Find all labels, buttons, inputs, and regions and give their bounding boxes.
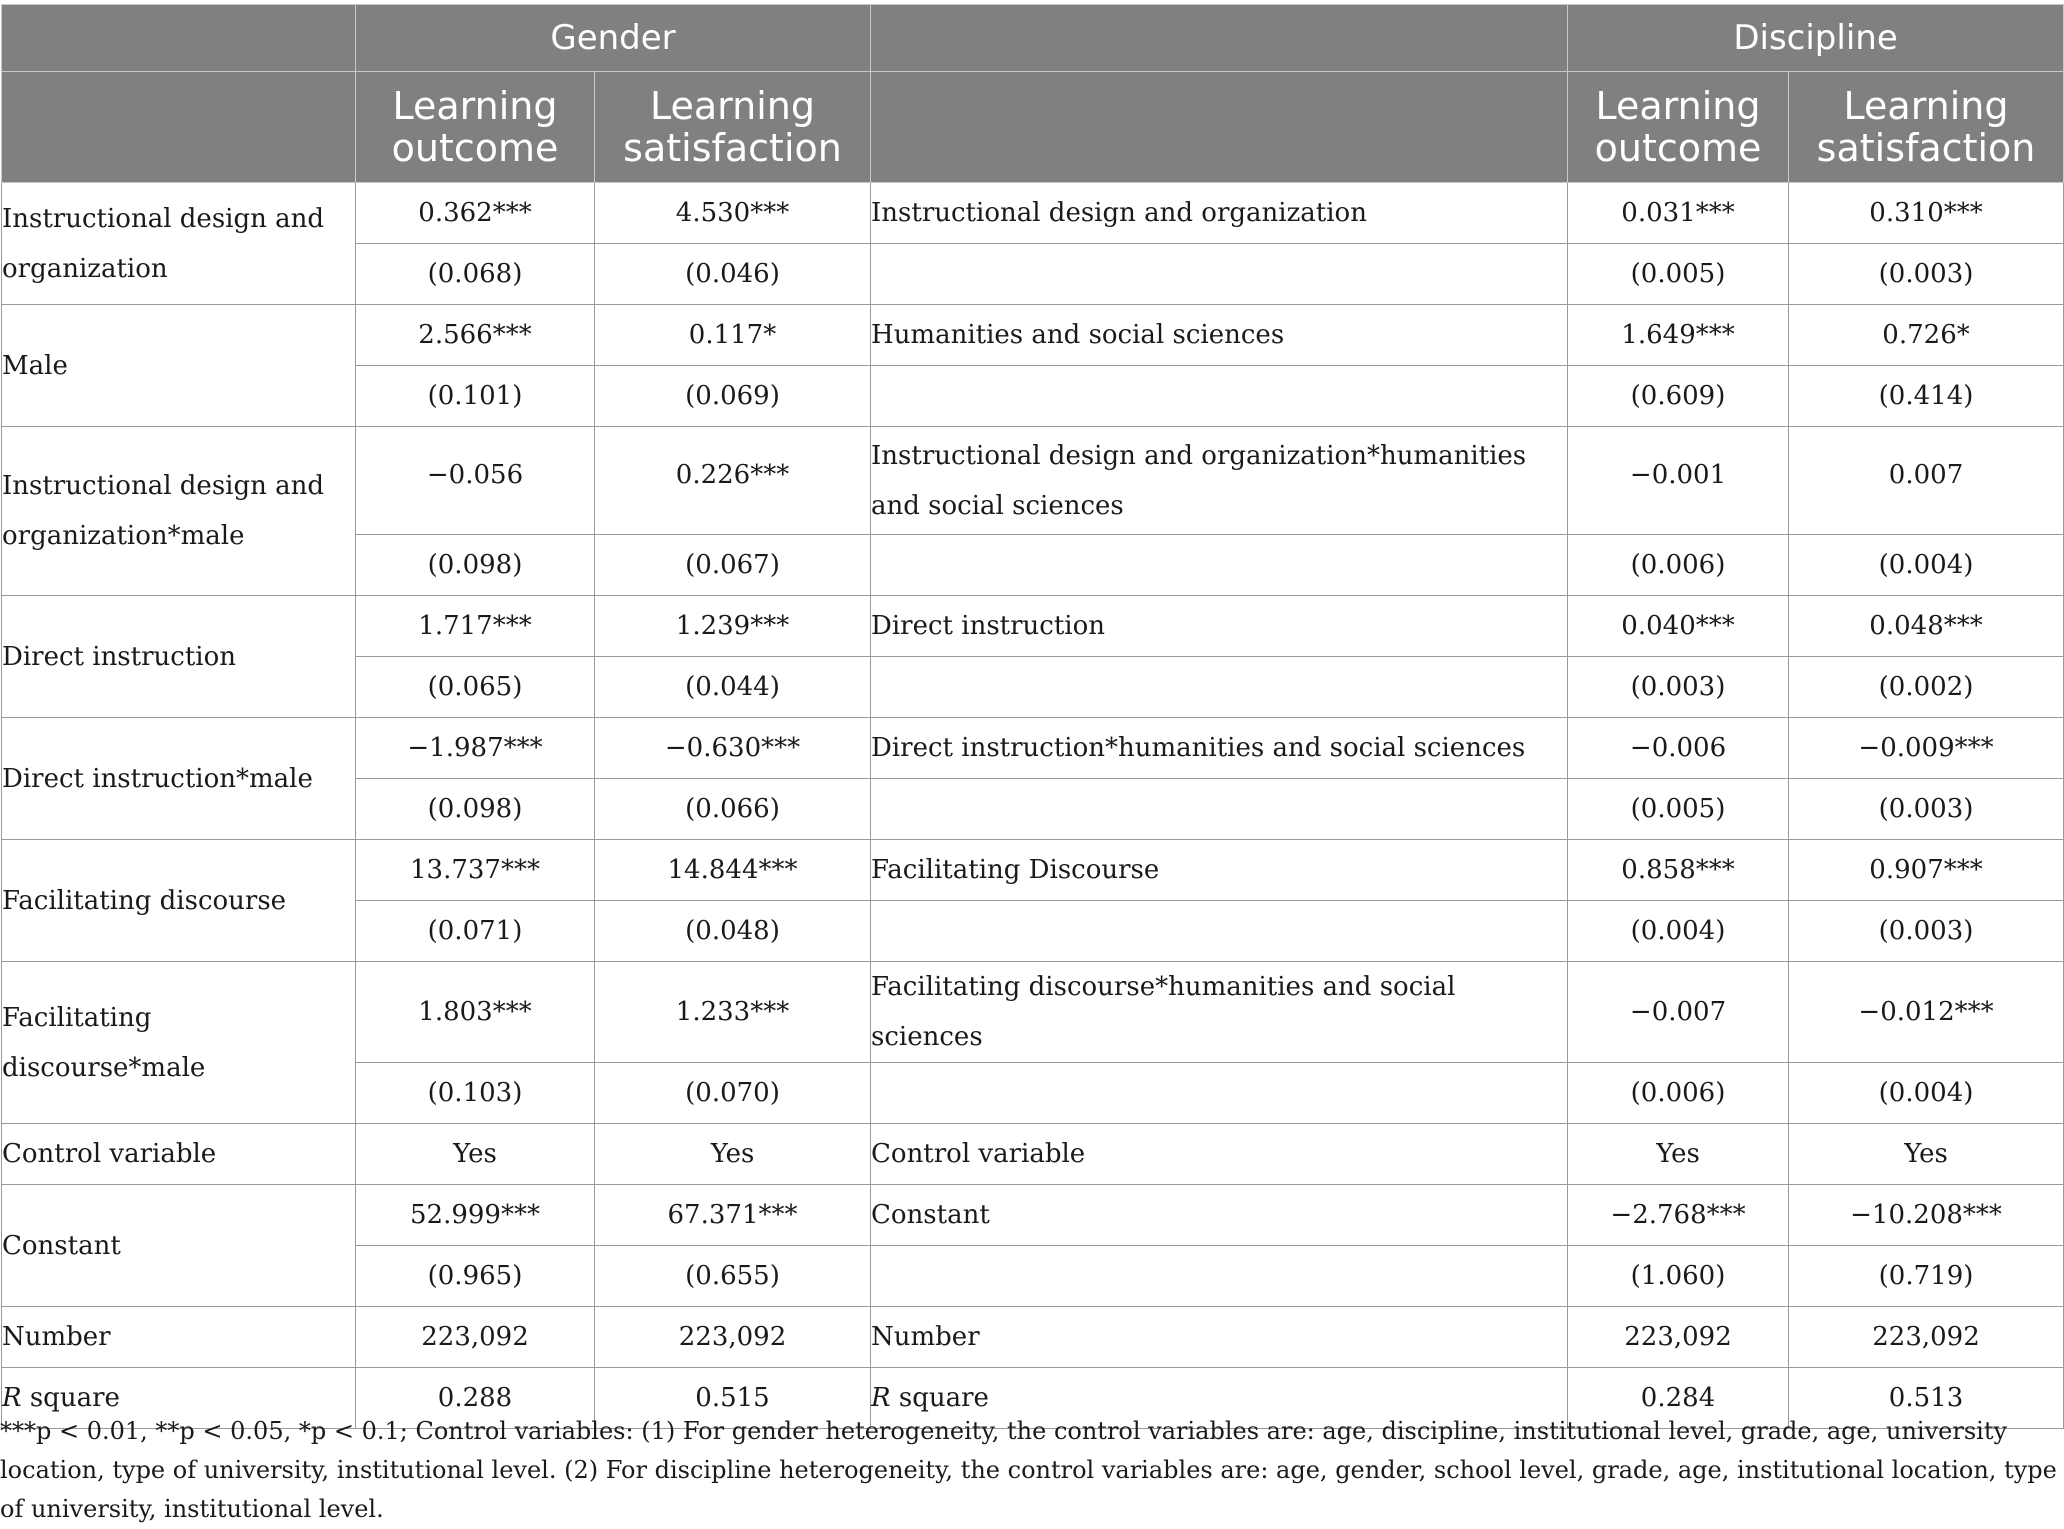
se-cell: (0.067): [595, 535, 871, 596]
coef-cell: −2.768***: [1568, 1185, 1789, 1246]
se-cell: (0.414): [1789, 366, 2064, 427]
coef-cell: 1.717***: [356, 596, 595, 657]
row-label-discipline-r-square: R square: [871, 1368, 1568, 1429]
se-cell: (0.004): [1789, 535, 2064, 596]
value-cell: Yes: [595, 1124, 871, 1185]
coef-cell: 0.226***: [595, 427, 871, 535]
table-footnote: [0, 1412, 2064, 1529]
se-cell: (0.098): [356, 779, 595, 840]
row-label-discipline: Control variable: [871, 1124, 1568, 1185]
row-label-discipline: Facilitating Discourse: [871, 840, 1568, 901]
value-cell: Yes: [356, 1124, 595, 1185]
regression-table: [1, 4, 2064, 1429]
se-cell: (0.048): [595, 901, 871, 962]
value-cell: Yes: [1789, 1124, 2064, 1185]
empty-cell: [871, 1246, 1568, 1307]
col-header-gender-outcome: Learning outcome: [356, 72, 595, 183]
coef-cell: 1.649***: [1568, 305, 1789, 366]
se-cell: (0.005): [1568, 779, 1789, 840]
value-cell: 223,092: [356, 1307, 595, 1368]
se-cell: (0.004): [1789, 1063, 2064, 1124]
coef-cell: 67.371***: [595, 1185, 871, 1246]
se-cell: (0.655): [595, 1246, 871, 1307]
value-cell: 223,092: [1789, 1307, 2064, 1368]
se-cell: (0.101): [356, 366, 595, 427]
se-cell: (0.069): [595, 366, 871, 427]
row-label-gender: Number: [2, 1307, 356, 1368]
row-label-discipline: Direct instruction: [871, 596, 1568, 657]
coef-cell: 4.530***: [595, 183, 871, 244]
row-label-gender: Constant: [2, 1185, 356, 1307]
coef-cell: −0.006: [1568, 718, 1789, 779]
col-header-gender-satisfaction: Learning satisfaction: [595, 72, 871, 183]
se-cell: (1.060): [1568, 1246, 1789, 1307]
row-label-discipline: Facilitating discourse*humanities and social sciences: [871, 962, 1568, 1063]
row-label-gender: Instructional design and organization*male: [2, 427, 356, 596]
coef-cell: 0.362***: [356, 183, 595, 244]
se-cell: (0.068): [356, 244, 595, 305]
se-cell: (0.003): [1789, 779, 2064, 840]
coef-cell: 0.726*: [1789, 305, 2064, 366]
gender-group-header: Gender: [356, 5, 871, 72]
se-cell: (0.044): [595, 657, 871, 718]
value-cell: 0.288: [356, 1368, 595, 1429]
empty-cell: [871, 1063, 1568, 1124]
coef-cell: 0.907***: [1789, 840, 2064, 901]
coef-cell: 14.844***: [595, 840, 871, 901]
value-cell: 0.513: [1789, 1368, 2064, 1429]
se-cell: (0.609): [1568, 366, 1789, 427]
se-cell: (0.002): [1789, 657, 2064, 718]
row-label-gender: Control variable: [2, 1124, 356, 1185]
coef-cell: 0.007: [1789, 427, 2064, 535]
coef-cell: 0.858***: [1568, 840, 1789, 901]
se-cell: (0.006): [1568, 1063, 1789, 1124]
footnote-text: ***p < 0.01, **p < 0.05, *p < 0.1; Control variables: (1) For gender heterogeneity, the control variables are: age, discipline, institutional level, grade, age, university location, type of university, institutional level. (2) For discipline heterogeneity, the control variables are: age, gender, school level, grade, age, institutional location, type of university, institutional level.: [0, 1417, 2064, 1523]
se-cell: (0.098): [356, 535, 595, 596]
se-cell: (0.066): [595, 779, 871, 840]
value-cell: 223,092: [595, 1307, 871, 1368]
coef-cell: 0.117*: [595, 305, 871, 366]
se-cell: (0.965): [356, 1246, 595, 1307]
coef-cell: 0.310***: [1789, 183, 2064, 244]
coef-cell: −0.009***: [1789, 718, 2064, 779]
coef-cell: 1.803***: [356, 962, 595, 1063]
se-cell: (0.046): [595, 244, 871, 305]
row-label-gender: Facilitating discourse: [2, 840, 356, 962]
header-blank-middle: [871, 5, 1568, 72]
empty-cell: [871, 366, 1568, 427]
se-cell: (0.005): [1568, 244, 1789, 305]
row-label-gender-r-square: R square: [2, 1368, 356, 1429]
coef-cell: 1.239***: [595, 596, 871, 657]
coef-cell: 1.233***: [595, 962, 871, 1063]
coef-cell: −0.630***: [595, 718, 871, 779]
se-cell: (0.103): [356, 1063, 595, 1124]
header-blank: [2, 5, 356, 72]
discipline-group-header: Discipline: [1568, 5, 2064, 72]
row-label-discipline: Instructional design and organization: [871, 183, 1568, 244]
coef-cell: 13.737***: [356, 840, 595, 901]
col-header-discipline-satisfaction: Learning satisfaction: [1789, 72, 2064, 183]
coef-cell: 52.999***: [356, 1185, 595, 1246]
row-label-gender: Direct instruction: [2, 596, 356, 718]
row-label-discipline: Number: [871, 1307, 1568, 1368]
row-label-gender: Facilitating discourse*male: [2, 962, 356, 1124]
header-blank-sub: [2, 72, 356, 183]
se-cell: (0.004): [1568, 901, 1789, 962]
coef-cell: −0.056: [356, 427, 595, 535]
coef-cell: −0.001: [1568, 427, 1789, 535]
se-cell: (0.071): [356, 901, 595, 962]
row-label-discipline: Direct instruction*humanities and social sciences: [871, 718, 1568, 779]
coef-cell: −0.007: [1568, 962, 1789, 1063]
se-cell: (0.070): [595, 1063, 871, 1124]
row-label-gender: Male: [2, 305, 356, 427]
row-label-gender: Direct instruction*male: [2, 718, 356, 840]
table-body: [2, 183, 2064, 1429]
row-label-discipline: Instructional design and organization*humanities and social sciences: [871, 427, 1568, 535]
coef-cell: 2.566***: [356, 305, 595, 366]
empty-cell: [871, 901, 1568, 962]
value-cell: 223,092: [1568, 1307, 1789, 1368]
coef-cell: −1.987***: [356, 718, 595, 779]
row-label-discipline: Constant: [871, 1185, 1568, 1246]
coef-cell: −0.012***: [1789, 962, 2064, 1063]
se-cell: (0.003): [1789, 244, 2064, 305]
empty-cell: [871, 244, 1568, 305]
coef-cell: −10.208***: [1789, 1185, 2064, 1246]
se-cell: (0.065): [356, 657, 595, 718]
value-cell: Yes: [1568, 1124, 1789, 1185]
empty-cell: [871, 779, 1568, 840]
se-cell: (0.006): [1568, 535, 1789, 596]
coef-cell: 0.031***: [1568, 183, 1789, 244]
empty-cell: [871, 657, 1568, 718]
se-cell: (0.003): [1789, 901, 2064, 962]
value-cell: 0.284: [1568, 1368, 1789, 1429]
se-cell: (0.003): [1568, 657, 1789, 718]
value-cell: 0.515: [595, 1368, 871, 1429]
se-cell: (0.719): [1789, 1246, 2064, 1307]
empty-cell: [871, 535, 1568, 596]
row-label-gender: Instructional design and organization: [2, 183, 356, 305]
header-blank-sub-middle: [871, 72, 1568, 183]
col-header-discipline-outcome: Learning outcome: [1568, 72, 1789, 183]
coef-cell: 0.048***: [1789, 596, 2064, 657]
coef-cell: 0.040***: [1568, 596, 1789, 657]
row-label-discipline: Humanities and social sciences: [871, 305, 1568, 366]
